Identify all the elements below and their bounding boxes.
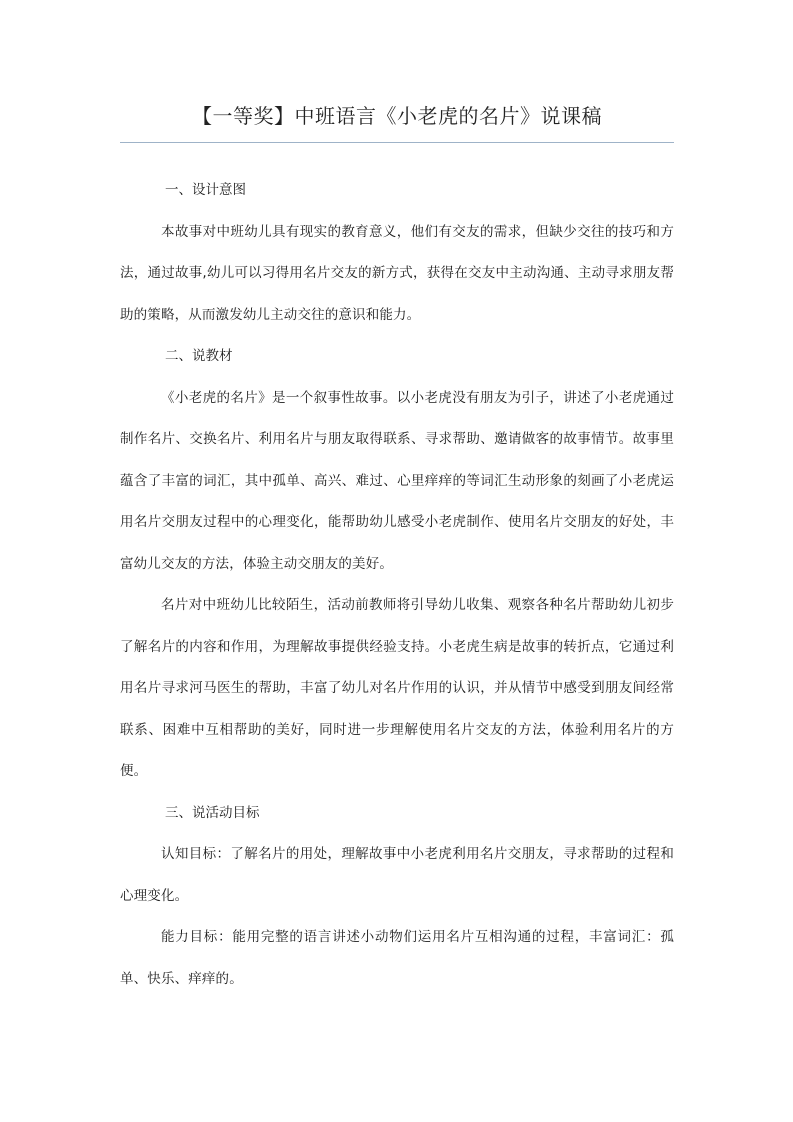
page-title: 【一等奖】中班语言《小老虎的名片》说课稿: [192, 104, 602, 128]
section-design-intent: [120, 170, 674, 336]
title-divider: [120, 142, 674, 143]
section-heading: 二、说教材: [165, 348, 233, 364]
paragraph: 认知目标：了解名片的用处，理解故事中小老虎利用名片交朋友，寻求帮助的过程和心理变化。: [120, 846, 674, 904]
paragraph: 本故事对中班幼儿具有现实的教育意义，他们有交友的需求，但缺少交往的技巧和方法，通过故事,幼儿可以习得用名片交友的新方式，获得在交友中主动沟通、主动寻求朋友帮助的策略，从而激发幼儿主动交往的意识和能力。: [120, 223, 674, 323]
section-activity-goals: [120, 793, 674, 1001]
section-heading: 三、说活动目标: [165, 804, 260, 821]
paragraph: 名片对中班幼儿比较陌生，活动前教师将引导幼儿收集、观察各种名片帮助幼儿初步了解名片的内容和作用，为理解故事提供经验支持。小老虎生病是故事的转折点，它通过利用名片寻求河马医生的帮助，丰富了幼儿对名片作用的认识，并从情节中感受到朋友间经常联系、困难中互相帮助的美好，同时进一步理解使用名片交友的方法，体验利用名片的方便。: [120, 597, 674, 779]
section-heading: 一、设计意图: [165, 182, 246, 198]
document-body: [120, 170, 674, 1000]
section-teaching-material: [120, 336, 674, 793]
paragraph: 能力目标：能用完整的语言讲述小动物们运用名片互相沟通的过程，丰富词汇：孤单、快乐、痒痒的。: [120, 929, 674, 987]
paragraph: 《小老虎的名片》是一个叙事性故事。以小老虎没有朋友为引子，讲述了小老虎通过制作名片、交换名片、利用名片与朋友取得联系、寻求帮助、邀请做客的故事情节。故事里蕴含了丰富的词汇，其中孤单、高兴、难过、心里痒痒的等词汇生动形象的刻画了小老虎运用名片交朋友过程中的心理变化，能帮助幼儿感受小老虎制作、使用名片交朋友的好处，丰富幼儿交友的方法，体验主动交朋友的美好。: [120, 389, 674, 572]
